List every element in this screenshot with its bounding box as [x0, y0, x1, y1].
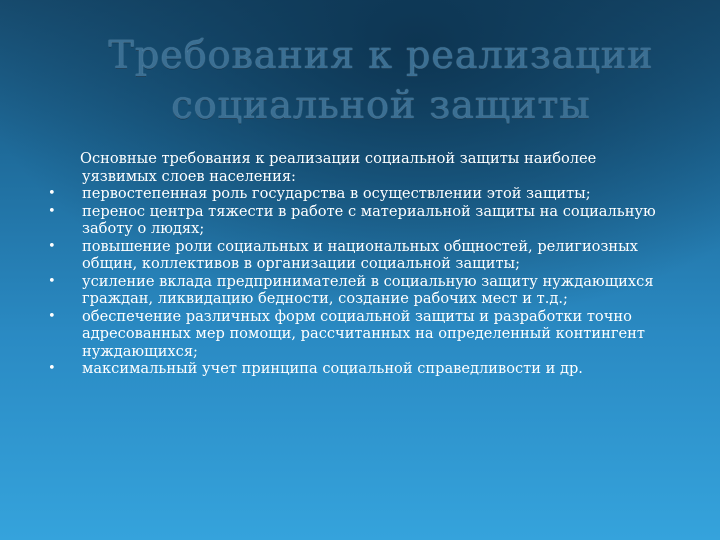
- list-item: [30, 308, 670, 361]
- bullet-icon: •: [48, 308, 56, 324]
- title-line-1: Требования к реализации: [108, 33, 654, 77]
- bullet-icon: •: [48, 361, 56, 376]
- list-item-text: усиление вклада предпринимателей в социальную защиту нуждающихся граждан, ликвидацию бедности, создание рабочих мест и т.д.;: [82, 272, 654, 307]
- list-item-text: перенос центра тяжести в работе с материальной защиты на социальную заботу о людях;: [82, 202, 656, 237]
- list-item-text: повышение роли социальных и национальных общностей, религиозных общин, коллективов в организации социальной защиты;: [82, 237, 638, 272]
- list-item-text: обеспечение различных форм социальной защиты и разработки точно адресованных мер помощи, рассчитанных на определенный контингент нуждающихся;: [82, 307, 645, 360]
- list-item-text: максимальный учет принципа социальной справедливости и др.: [82, 360, 583, 377]
- bullet-icon: •: [48, 273, 56, 289]
- list-item: [30, 185, 670, 203]
- list-item-text: первостепенная роль государства в осуществлении этой защиты;: [82, 185, 591, 202]
- bullet-list: [30, 185, 670, 378]
- list-item: [30, 360, 670, 378]
- list-item: [30, 238, 670, 273]
- intro-text: Основные требования к реализации социальной защиты наиболее уязвимых слоев населения:: [80, 150, 597, 185]
- bullet-icon: •: [48, 238, 56, 254]
- bullet-icon: •: [48, 186, 56, 201]
- list-item: [30, 203, 670, 238]
- list-item: [30, 273, 670, 308]
- slide-title: [96, 30, 666, 130]
- slide-body: [30, 150, 670, 378]
- bullet-icon: •: [48, 203, 56, 219]
- title-line-2: социальной защиты: [171, 83, 591, 127]
